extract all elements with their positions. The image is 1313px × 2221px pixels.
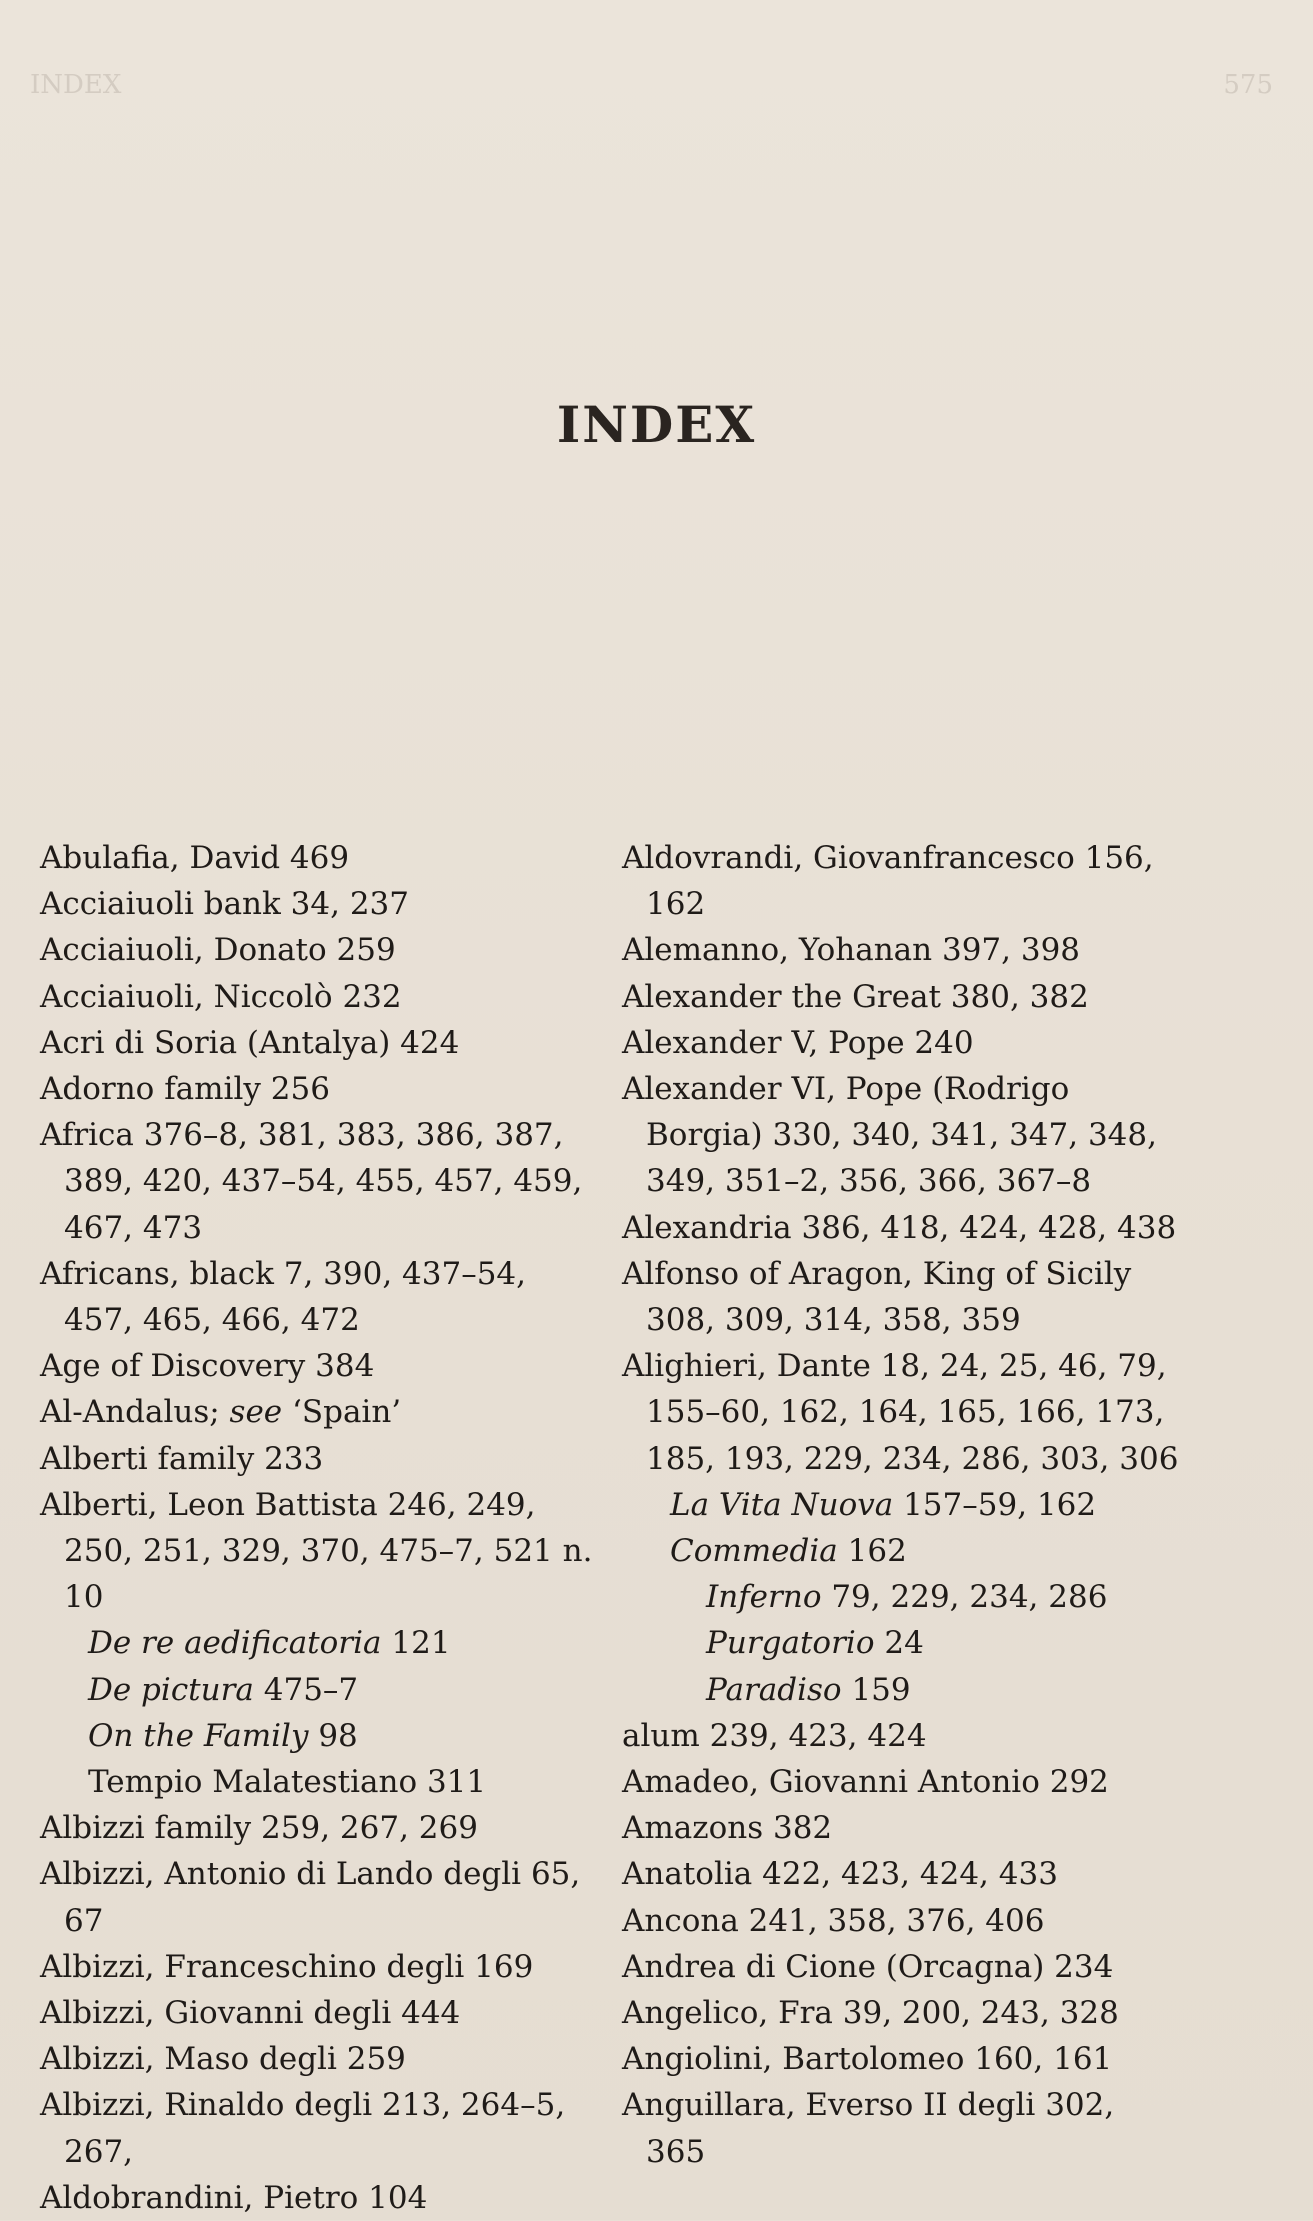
entry-text: Albizzi family 259, 267, 269 (40, 1810, 478, 1847)
subentry-pages: 79, 229, 234, 286 (821, 1579, 1108, 1616)
index-entry (40, 1990, 600, 2036)
entry-text: Al-Andalus; (40, 1394, 230, 1431)
page-title: INDEX (556, 395, 757, 454)
index-entry (622, 1944, 1182, 1990)
subentry-pages: 162 (837, 1533, 907, 1570)
index-entry (622, 1898, 1182, 1944)
subentry-pages: 121 (381, 1625, 451, 1662)
entry-text: Albizzi, Antonio di Lando degli 65, 67 (40, 1856, 581, 1939)
entry-text: Africa 376–8, 381, 383, 386, 387, 389, 420, 437–54, 455, 457, 459, 467, 473 (40, 1117, 583, 1246)
entry-text: Alexander the Great 380, 382 (622, 978, 1089, 1015)
entry-text: Amazons 382 (622, 1810, 833, 1847)
subentry-pages: 157–59, 162 (893, 1486, 1097, 1523)
index-entry (622, 1805, 1182, 1851)
subentry-pages: 98 (308, 1717, 358, 1754)
index-subentry (40, 1713, 600, 1759)
index-entry (40, 974, 600, 1020)
entry-text: Acciaiuoli, Niccolò 232 (40, 978, 402, 1015)
index-entry (40, 1482, 600, 1621)
subentry-title: De pictura (88, 1671, 254, 1708)
entry-text: Age of Discovery 384 (40, 1348, 375, 1385)
entry-text: Adorno family 256 (40, 1071, 330, 1108)
entry-text: Angiolini, Bartolomeo 160, 161 (622, 2041, 1113, 2078)
entry-text: Angelico, Fra 39, 200, 243, 328 (622, 1995, 1119, 2032)
entry-text: Anguillara, Everso II degli 302, 365 (622, 2087, 1115, 2170)
entry-text: Alfonso of Aragon, King of Sicily 308, 309, 314, 358, 359 (622, 1255, 1132, 1339)
entry-text: Aldobrandini, Pietro 104 (40, 2179, 428, 2216)
index-entry (40, 1066, 600, 1112)
index-subentry (622, 1528, 1182, 1574)
subentry-pages: 475–7 (253, 1671, 359, 1708)
subentry-title: On the Family (88, 1717, 309, 1754)
index-entry (40, 1020, 600, 1066)
index-column-right (622, 835, 1182, 2175)
index-entry (40, 1805, 600, 1851)
index-entry (40, 1343, 600, 1389)
index-entry (622, 927, 1182, 973)
index-entry (40, 2036, 600, 2082)
entry-text: Acciaiuoli, Donato 259 (40, 932, 396, 969)
index-subentry (40, 1667, 600, 1713)
entry-text: Alexander VI, Pope (Rodrigo Borgia) 330, 340, 341, 347, 348, 349, 351–2, 356, 366, 367–8 (622, 1071, 1157, 1200)
entry-text: alum 239, 423, 424 (622, 1717, 927, 1754)
index-entry (40, 2175, 600, 2221)
running-head-left: INDEX (30, 70, 122, 100)
subentry-pages: 24 (874, 1625, 924, 1662)
index-entry (40, 1944, 600, 1990)
subentry-title: De re aedificatoria (88, 1625, 382, 1662)
entry-text: Albizzi, Franceschino degli 169 (40, 1948, 534, 1985)
entry-text: Albizzi, Maso degli 259 (40, 2041, 406, 2078)
subentry-title: Commedia (670, 1533, 838, 1570)
index-entry (622, 1020, 1182, 1066)
index-entry (622, 1251, 1182, 1343)
index-column-left (40, 835, 600, 2221)
index-entry (40, 835, 600, 881)
entry-text: Alemanno, Yohanan 397, 398 (622, 932, 1081, 969)
subentry-title: Purgatorio (706, 1625, 875, 1662)
index-entry (622, 1990, 1182, 2036)
index-entry (40, 1251, 600, 1343)
entry-text: Andrea di Cione (Orcagna) 234 (622, 1948, 1114, 1985)
subentry-title: Paradiso (706, 1671, 842, 1708)
index-entry (622, 835, 1182, 927)
index-entry (622, 1759, 1182, 1805)
index-entry (40, 1851, 600, 1943)
index-subentry (40, 1620, 600, 1666)
index-subentry (622, 1667, 1182, 1713)
index-subentry (622, 1574, 1182, 1620)
index-entry (40, 1112, 600, 1251)
index-subentry: Tempio Malatestiano 311 (88, 1764, 487, 1801)
index-entry (622, 1713, 1182, 1759)
entry-text: Abulafia, David 469 (40, 840, 350, 876)
index-subentry (622, 1482, 1182, 1528)
entry-text: Aldovrandi, Giovanfrancesco 156, 162 (622, 840, 1154, 923)
index-entry (622, 1851, 1182, 1897)
running-head-right: 575 (1223, 70, 1273, 100)
index-entry (622, 2082, 1182, 2174)
entry-text: Africans, black 7, 390, 437–54, 457, 465, 466, 472 (40, 1255, 526, 1339)
entry-text: Ancona 241, 358, 376, 406 (622, 1902, 1045, 1939)
index-entry (40, 927, 600, 973)
index-entry (622, 1343, 1182, 1482)
entry-text: Alberti, Leon Battista 246, 249, 250, 251, 329, 370, 475–7, 521 n. 10 (40, 1486, 593, 1616)
index-entry (40, 2082, 600, 2174)
entry-text: Alighieri, Dante 18, 24, 25, 46, 79, 155–60, 162, 164, 165, 166, 173, 185, 193, 229, 234, 286, 303, 306 (622, 1348, 1179, 1477)
index-entry (622, 974, 1182, 1020)
index-entry (622, 1205, 1182, 1251)
entry-text: Amadeo, Giovanni Antonio 292 (622, 1764, 1109, 1801)
entry-see: see (229, 1394, 283, 1431)
subentry-pages: 159 (841, 1671, 911, 1708)
entry-text-cont: ‘Spain’ (282, 1394, 402, 1431)
index-entry (622, 2036, 1182, 2082)
index-entry (622, 1066, 1182, 1205)
entry-text: Alexandria 386, 418, 424, 428, 438 (622, 1209, 1177, 1246)
entry-text: Anatolia 422, 423, 424, 433 (622, 1856, 1058, 1893)
entry-text: Albizzi, Rinaldo degli 213, 264–5, 267, (40, 2087, 566, 2170)
subentry-title: Inferno (706, 1579, 822, 1616)
subentry-title: La Vita Nuova (670, 1486, 894, 1523)
index-entry (40, 881, 600, 927)
index-subentry (622, 1620, 1182, 1666)
entry-text: Albizzi, Giovanni degli 444 (40, 1995, 461, 2032)
entry-text: Acciaiuoli bank 34, 237 (40, 886, 409, 923)
entry-text: Acri di Soria (Antalya) 424 (40, 1024, 460, 1061)
index-entry (40, 1389, 600, 1435)
entry-text: Alberti family 233 (40, 1440, 324, 1477)
index-entry (40, 1436, 600, 1482)
entry-text: Alexander V, Pope 240 (622, 1024, 974, 1061)
